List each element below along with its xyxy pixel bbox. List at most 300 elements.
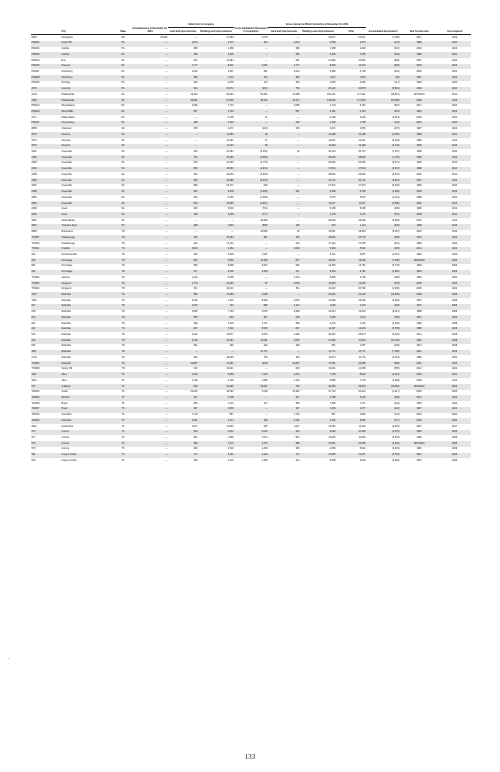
cell-accumulated-depreciation: (293) xyxy=(366,247,400,253)
cell-buildings-initial: 848 xyxy=(198,315,234,321)
cell-buildings-gross: 5,835 xyxy=(329,276,336,279)
cell-buildings-gross: 1,065 xyxy=(300,315,336,321)
cell-total: 5,796 xyxy=(336,189,366,195)
table-row xyxy=(31,458,471,464)
cell-row-id: 2487 xyxy=(31,185,37,188)
cell-total: 5,042 xyxy=(359,448,366,451)
cell-city: Bryan xyxy=(61,402,68,405)
column-header-year-constructed: Year Constructed xyxy=(400,28,438,35)
cell-total: 5,567 xyxy=(359,253,366,256)
cell-accumulated-depreciation: (2,015) xyxy=(392,448,400,451)
cell-year-constructed: 1992 xyxy=(400,201,438,207)
cell-total: 2,742 xyxy=(359,322,366,325)
cell-land-initial: — xyxy=(195,219,198,222)
cell-state: TX xyxy=(114,384,132,390)
cell-land-gross: — xyxy=(268,292,300,298)
cell-buildings-initial: 6,450 xyxy=(227,196,234,199)
cell-buildings-gross: 1,271 xyxy=(329,128,336,131)
cell-state: SC xyxy=(121,185,125,188)
cell-city: Greenville xyxy=(61,155,114,161)
cell-land-initial: 380 xyxy=(168,441,198,447)
cell-buildings-initial: 17,412 xyxy=(226,242,234,245)
cell-buildings-gross: 1,418 xyxy=(300,121,336,127)
cell-state: TX xyxy=(114,395,132,401)
cell-land-initial: 380 xyxy=(168,75,198,81)
cell-row-id: 2234 xyxy=(31,93,37,96)
cell-costs-capitalized: 945 xyxy=(263,425,268,428)
cell-accumulated-depreciation: (102) xyxy=(366,121,400,127)
cell-land-gross: — xyxy=(297,173,300,176)
cell-year-acquired: 2014 xyxy=(438,212,471,218)
cell-encumbrances: — xyxy=(132,121,168,127)
cell-row-id: 636 xyxy=(31,345,36,348)
cell-costs-capitalized: (2,812) xyxy=(234,201,268,207)
cell-state: OR xyxy=(121,36,125,39)
cell-accumulated-depreciation: (570) xyxy=(366,212,400,218)
cell-land-initial: 268 xyxy=(193,322,198,325)
cell-year-constructed: 2000 xyxy=(400,292,438,298)
cell-buildings-initial: 30,486 xyxy=(198,178,234,184)
cell-costs-capitalized: 113 xyxy=(263,82,268,85)
cell-buildings-initial: 21,959 xyxy=(226,36,234,39)
cell-land-gross: 251 xyxy=(295,59,300,62)
cell-encumbrances: — xyxy=(165,231,168,234)
cell-land-gross: 557 xyxy=(268,109,300,115)
column-header-row-id xyxy=(31,28,61,35)
cell-total: 14,771 xyxy=(336,350,366,356)
cell-year-constructed: 2007 xyxy=(416,59,422,62)
cell-total: 32,712 xyxy=(336,178,366,184)
cell-buildings-initial: 1,468 xyxy=(227,48,234,51)
cell-buildings-gross: 4,894 xyxy=(329,448,336,451)
cell-accumulated-depreciation: (1,206) xyxy=(392,322,400,325)
cell-encumbrances: — xyxy=(165,208,168,211)
cell-state: PA xyxy=(114,41,132,47)
cell-encumbrances: — xyxy=(132,350,168,356)
cell-year-acquired: 2014 xyxy=(438,144,471,150)
cell-land-initial: 1,124 xyxy=(191,276,198,279)
cell-row-id: 2575 xyxy=(31,144,61,150)
cell-buildings-gross: 153,131 xyxy=(327,93,336,96)
cell-land-gross: 790 xyxy=(268,384,300,390)
cell-accumulated-depreciation: (6,320) xyxy=(392,299,400,302)
cell-year-constructed: 2005 xyxy=(416,173,422,176)
cell-land-initial: 3,461 xyxy=(168,418,198,424)
cell-accumulated-depreciation: (222) xyxy=(366,407,400,413)
cell-year-acquired: 2014 xyxy=(451,379,458,382)
cell-land-initial: 890 xyxy=(193,185,198,188)
cell-encumbrances: 20,342 xyxy=(160,36,168,39)
cell-year-constructed: 2007 xyxy=(400,178,438,184)
cell-state: PA xyxy=(121,93,125,96)
cell-year-acquired: 2014 xyxy=(451,208,458,211)
cell-year-constructed: 1990 xyxy=(400,52,438,58)
cell-buildings-initial: 21,584 xyxy=(226,59,234,62)
cell-costs-capitalized: (791) xyxy=(262,208,268,211)
cell-state: SC xyxy=(121,196,125,199)
cell-city: Jackson xyxy=(61,276,71,279)
cell-land-initial: — xyxy=(195,231,198,234)
cell-state: TN xyxy=(121,368,125,371)
cell-encumbrances: — xyxy=(165,402,168,405)
cell-encumbrances: — xyxy=(132,292,168,298)
cell-land-initial: 557 xyxy=(168,109,198,115)
cell-year-acquired: 2014 xyxy=(451,151,458,154)
cell-buildings-gross: 17,412 xyxy=(328,242,336,245)
cell-costs-capitalized: (3,678) xyxy=(234,178,268,184)
column-header-land-gross: Land and improvements xyxy=(268,28,300,35)
cell-city: Cedar Park xyxy=(61,425,74,428)
cell-land-initial: 324 xyxy=(168,430,198,436)
cell-land-gross: — xyxy=(268,201,300,207)
cell-buildings-gross: 37,710 xyxy=(328,391,336,394)
cell-total: 12,188 xyxy=(336,132,366,138)
cell-year-constructed: 2008 xyxy=(400,98,438,104)
cell-row-id: 600 xyxy=(31,459,36,462)
cell-buildings-gross: 40,213 xyxy=(328,288,336,291)
cell-buildings-gross: 5,576 xyxy=(329,196,336,199)
cell-year-acquired: 2014 xyxy=(451,196,458,199)
cell-total: 5,005 xyxy=(359,208,366,211)
cell-state: TN xyxy=(114,258,132,264)
cell-land-initial: 955 xyxy=(168,292,198,298)
cell-land-initial: 22,003 xyxy=(190,391,198,394)
cell-buildings-initial: 1,113 xyxy=(198,75,234,81)
cell-row-id: P60002 xyxy=(31,48,40,51)
cell-buildings-initial: 5,854 xyxy=(198,258,234,264)
cell-buildings-gross: 5,141 xyxy=(329,253,336,256)
cell-land-gross: 753 xyxy=(268,87,300,93)
cell-state: SC xyxy=(121,219,125,222)
cell-costs-capitalized: 37 xyxy=(264,139,268,142)
cell-costs-capitalized: — xyxy=(234,395,268,401)
cell-state: PA xyxy=(121,48,125,51)
cell-total: 2,175 xyxy=(336,304,366,310)
cell-row-id: P60008 xyxy=(31,75,61,81)
cell-city: Conroe xyxy=(61,448,70,451)
cell-year-constructed: 1983 xyxy=(400,430,438,436)
cell-buildings-initial: 22,239 xyxy=(226,162,234,165)
cell-accumulated-depreciation: (988) xyxy=(366,361,400,367)
cell-buildings-gross: 2,559 xyxy=(300,41,336,47)
cell-state: TX xyxy=(121,402,125,405)
cell-encumbrances: — xyxy=(132,132,168,138)
cell-land-initial: — xyxy=(168,132,198,138)
cell-year-constructed: 1990 xyxy=(416,162,422,165)
cell-state: TX xyxy=(121,448,125,451)
cell-buildings-gross: 13,021 xyxy=(328,368,336,371)
cell-state: SC xyxy=(114,212,132,218)
cell-land-gross: 355 xyxy=(295,402,300,405)
cell-land-initial: 1,617 xyxy=(191,425,198,428)
cell-land-initial: 10,857 xyxy=(168,361,198,367)
cell-encumbrances: — xyxy=(165,173,168,176)
cell-year-acquired: 2022 xyxy=(438,281,471,287)
cell-row-id: P60004 xyxy=(31,52,61,58)
cell-city: Greer xyxy=(61,208,68,211)
cell-state: SC xyxy=(114,178,132,184)
cell-row-id: 1105 xyxy=(31,299,37,302)
cell-buildings-initial: 406 xyxy=(229,345,234,348)
cell-city: Greenville xyxy=(61,196,72,199)
cell-year-constructed: 2000 xyxy=(416,70,422,73)
cell-state: TX xyxy=(121,414,125,417)
cell-city: Hershey xyxy=(61,82,71,85)
cell-buildings-initial: 97,646 xyxy=(198,98,234,104)
cell-state: SC xyxy=(114,155,132,161)
cell-city: Corpus Christi xyxy=(61,459,77,462)
cell-year-constructed: 1994 xyxy=(416,82,422,85)
cell-land-initial: 596 xyxy=(193,265,198,268)
cell-year-acquired: 2024 xyxy=(438,52,471,58)
cell-accumulated-depreciation: (116) xyxy=(394,48,400,51)
cell-accumulated-depreciation: (117) xyxy=(394,82,400,85)
cell-year-acquired: 2008 xyxy=(438,338,471,344)
cell-year-constructed: 2008 xyxy=(400,212,438,218)
cell-state: SC xyxy=(114,224,132,230)
cell-buildings-gross: 36,256 xyxy=(300,384,336,390)
cell-accumulated-depreciation: (69) xyxy=(366,75,400,81)
cell-state: SC xyxy=(121,173,125,176)
cell-land-initial: 405 xyxy=(193,128,198,131)
cell-costs-capitalized: (2,779) xyxy=(260,162,268,165)
cell-costs-capitalized: 333 xyxy=(234,41,268,47)
cell-city: Chattanooga xyxy=(61,235,114,241)
cell-city: Greenville xyxy=(61,185,72,188)
cell-row-id: 559 xyxy=(31,258,61,264)
cell-row-id: 2717 xyxy=(31,116,37,119)
group-header-costs-capitalized: Costs Capitalized Subsequent to Acquisition xyxy=(234,24,268,35)
cell-buildings-initial: 33,183 xyxy=(198,338,234,344)
cell-accumulated-depreciation: (149) xyxy=(394,208,400,211)
cell-total: 7,178 xyxy=(359,379,366,382)
cell-state: SC xyxy=(121,139,125,142)
cell-row-id: P60013 xyxy=(31,105,40,108)
cell-land-gross: 511 xyxy=(295,288,300,291)
cell-costs-capitalized: — xyxy=(265,105,268,108)
cell-encumbrances: — xyxy=(132,315,168,321)
cell-land-initial: 499 xyxy=(193,448,198,451)
cell-land-initial: 330 xyxy=(193,208,198,211)
cell-costs-capitalized: — xyxy=(265,414,268,417)
cell-total: 19,069 xyxy=(336,258,366,264)
cell-buildings-initial: 32,577 xyxy=(226,334,234,337)
cell-city: West Mifflin xyxy=(61,109,114,115)
cell-costs-capitalized: (599) xyxy=(234,224,268,230)
cell-costs-capitalized: 2,458 xyxy=(261,459,268,462)
cell-city: Kingsport xyxy=(61,281,114,287)
cell-city: Harrisburg xyxy=(61,70,73,73)
cell-year-constructed: 1992 xyxy=(400,109,438,115)
cell-accumulated-depreciation: (2,947) xyxy=(366,167,400,173)
cell-costs-capitalized: 749 xyxy=(263,356,268,359)
cell-total: 3,205 xyxy=(359,82,366,85)
cell-costs-capitalized: — xyxy=(265,276,268,279)
cell-year-constructed: 2002 xyxy=(416,48,422,51)
cell-state: TX xyxy=(121,436,125,439)
cell-land-initial: 1,007 xyxy=(168,304,198,310)
cell-costs-capitalized: (102) xyxy=(262,128,268,131)
cell-buildings-initial: 7,073 xyxy=(198,441,234,447)
cell-row-id: 631 xyxy=(31,322,36,325)
cell-year-acquired: 2014 xyxy=(438,155,471,161)
cell-buildings-initial: 3,016 xyxy=(227,208,234,211)
cell-buildings-gross: 12,595 xyxy=(328,425,336,428)
cell-year-acquired: 2008 xyxy=(451,334,458,337)
cell-encumbrances: — xyxy=(132,407,168,413)
cell-year-acquired: 2024 xyxy=(451,402,458,405)
cell-land-initial: 361 xyxy=(193,345,198,348)
cell-land-gross: 3,428 xyxy=(293,334,300,337)
cell-encumbrances: — xyxy=(165,368,168,371)
cell-land-gross: 195 xyxy=(268,235,300,241)
cell-row-id: 2867 xyxy=(31,350,61,356)
cell-land-initial: 427 xyxy=(168,395,198,401)
cell-total: 11,615 xyxy=(336,64,366,70)
cell-city: Greenville xyxy=(61,178,114,184)
cell-row-id: 2488 xyxy=(31,189,61,195)
cell-city: Greenville xyxy=(61,201,114,207)
cell-year-constructed: 1997 xyxy=(416,299,422,302)
cell-year-constructed: 2000 xyxy=(416,288,422,291)
cell-year-constructed: 1996 xyxy=(416,185,422,188)
cell-buildings-initial: — xyxy=(231,231,234,234)
cell-state: TN xyxy=(121,334,125,337)
cell-year-acquired: 2024 xyxy=(451,276,458,279)
cell-costs-capitalized: 331 xyxy=(263,70,268,73)
cell-total: 12,034 xyxy=(336,327,366,333)
cell-land-initial: 223 xyxy=(193,242,198,245)
cell-accumulated-depreciation: (2,680) xyxy=(366,201,400,207)
cell-row-id: 2611 xyxy=(31,372,61,378)
cell-buildings-initial: 12,191 xyxy=(226,139,234,142)
cell-year-acquired: 2014 xyxy=(438,87,471,93)
cell-buildings-initial: 7,042 xyxy=(198,327,234,333)
cell-land-initial: 620 xyxy=(193,368,198,371)
cell-state: TN xyxy=(121,242,125,245)
cell-land-gross: 488 xyxy=(295,48,300,51)
cell-accumulated-depreciation: (2,021) xyxy=(366,372,400,378)
cell-costs-capitalized: 99 xyxy=(234,132,268,138)
cell-row-id: 2854 xyxy=(31,201,61,207)
cell-year-acquired: 2014 xyxy=(451,93,458,96)
cell-row-id: P60007 xyxy=(31,70,40,73)
column-header-state: State xyxy=(114,28,132,35)
cell-year-constructed: 2000 xyxy=(416,391,422,394)
cell-total: 4,277 xyxy=(336,407,366,413)
cell-buildings-gross: 2,470 xyxy=(329,322,336,325)
cell-city: Philadelphia xyxy=(61,93,75,96)
cell-buildings-gross: 17,451 xyxy=(300,361,336,367)
cell-accumulated-depreciation: (335) xyxy=(366,235,400,241)
cell-year-constructed: 1980 xyxy=(416,356,422,359)
cell-buildings-initial: 13,665 xyxy=(198,201,234,207)
cell-year-constructed: 1997 xyxy=(416,128,422,131)
cell-land-gross: — xyxy=(268,178,300,184)
cell-buildings-gross: 10,024 xyxy=(328,311,336,314)
cell-total: 24,302 xyxy=(336,292,366,298)
cell-year-acquired: 2021 xyxy=(451,356,458,359)
cell-buildings-initial: 30,472 xyxy=(226,185,234,188)
cell-city: Austin xyxy=(61,391,68,394)
cell-encumbrances: — xyxy=(132,372,168,378)
cell-state: SC xyxy=(114,132,132,138)
cell-total: 17,844 xyxy=(336,167,366,173)
cell-year-acquired: 2024 xyxy=(438,407,471,413)
cell-accumulated-depreciation: (1,231) xyxy=(392,196,400,199)
cell-costs-capitalized: 1,597 xyxy=(261,253,268,256)
cell-buildings-gross: 14,335 xyxy=(328,265,336,268)
cell-total: 22,917 xyxy=(358,36,366,39)
cell-accumulated-depreciation: (9,430) xyxy=(392,334,400,337)
cell-year-acquired: 2019 xyxy=(438,350,471,356)
cell-city: Allen xyxy=(61,379,67,382)
cell-costs-capitalized: 38,118 xyxy=(234,98,268,104)
cell-land-gross: 1,124 xyxy=(293,276,300,279)
cell-costs-capitalized: 1,003 xyxy=(261,391,268,394)
cell-year-acquired: 2006 xyxy=(438,453,471,459)
cell-row-id: 633 xyxy=(31,334,36,337)
cell-land-initial: 251 xyxy=(193,59,198,62)
cell-city: Nashville xyxy=(61,345,71,348)
cell-year-acquired: 2000 xyxy=(451,253,458,256)
cell-encumbrances: — xyxy=(132,167,168,173)
cell-row-id: 5854 xyxy=(31,36,37,39)
cell-year-constructed: 1998 xyxy=(416,151,422,154)
cell-land-initial: 932 xyxy=(193,173,198,176)
cell-state: TX xyxy=(121,459,125,462)
cell-buildings-initial: 143 xyxy=(198,304,234,310)
cell-accumulated-depreciation: (4,430) xyxy=(366,441,400,447)
cell-year-constructed: 1994 xyxy=(400,270,438,276)
cell-year-acquired: 2024 xyxy=(438,75,471,81)
cell-total: 13,200 xyxy=(336,281,366,287)
cell-row-id: 634 xyxy=(31,338,61,344)
cell-state: SC xyxy=(121,151,125,154)
cell-year-acquired: 2014 xyxy=(438,178,471,184)
cell-city: Greer xyxy=(61,212,114,218)
cell-year-acquired: 2024 xyxy=(451,82,458,85)
cell-costs-capitalized: 4,429 xyxy=(234,453,268,459)
cell-buildings-initial: 26,394 xyxy=(226,151,234,154)
cell-buildings-gross: 13,398 xyxy=(328,299,336,302)
cell-year-constructed: 1995 xyxy=(416,208,422,211)
cell-buildings-gross: 20,060 xyxy=(328,162,336,165)
cell-buildings-initial: 857 xyxy=(229,414,234,417)
cell-land-gross: 427 xyxy=(268,395,300,401)
cell-row-id: 577 xyxy=(31,436,36,439)
cell-costs-capitalized: — xyxy=(265,288,268,291)
cell-row-id: 2468 xyxy=(31,98,61,104)
cell-state: TN xyxy=(114,304,132,310)
cell-buildings-gross: 2,161 xyxy=(300,109,336,115)
cell-buildings-gross: 3,419 xyxy=(300,418,336,424)
cell-land-initial: 2,050 xyxy=(191,299,198,302)
cell-buildings-gross: 58,628 xyxy=(300,155,336,161)
cell-city: Hanover xyxy=(61,64,114,70)
cell-city: Anderson xyxy=(61,128,72,131)
cell-encumbrances: — xyxy=(165,48,168,51)
cell-year-constructed: 1997 xyxy=(400,453,438,459)
cell-year-constructed: 1975 xyxy=(400,304,438,310)
cell-costs-capitalized: 1,685 xyxy=(261,379,268,382)
cell-land-initial: 1,000 xyxy=(191,70,198,73)
cell-costs-capitalized: 13,283 xyxy=(234,258,268,264)
cell-state: PA xyxy=(114,52,132,58)
cell-year-constructed: 1999/2019 xyxy=(400,258,438,264)
cell-land-initial: 830 xyxy=(168,258,198,264)
cell-row-id: 573 xyxy=(31,384,61,390)
